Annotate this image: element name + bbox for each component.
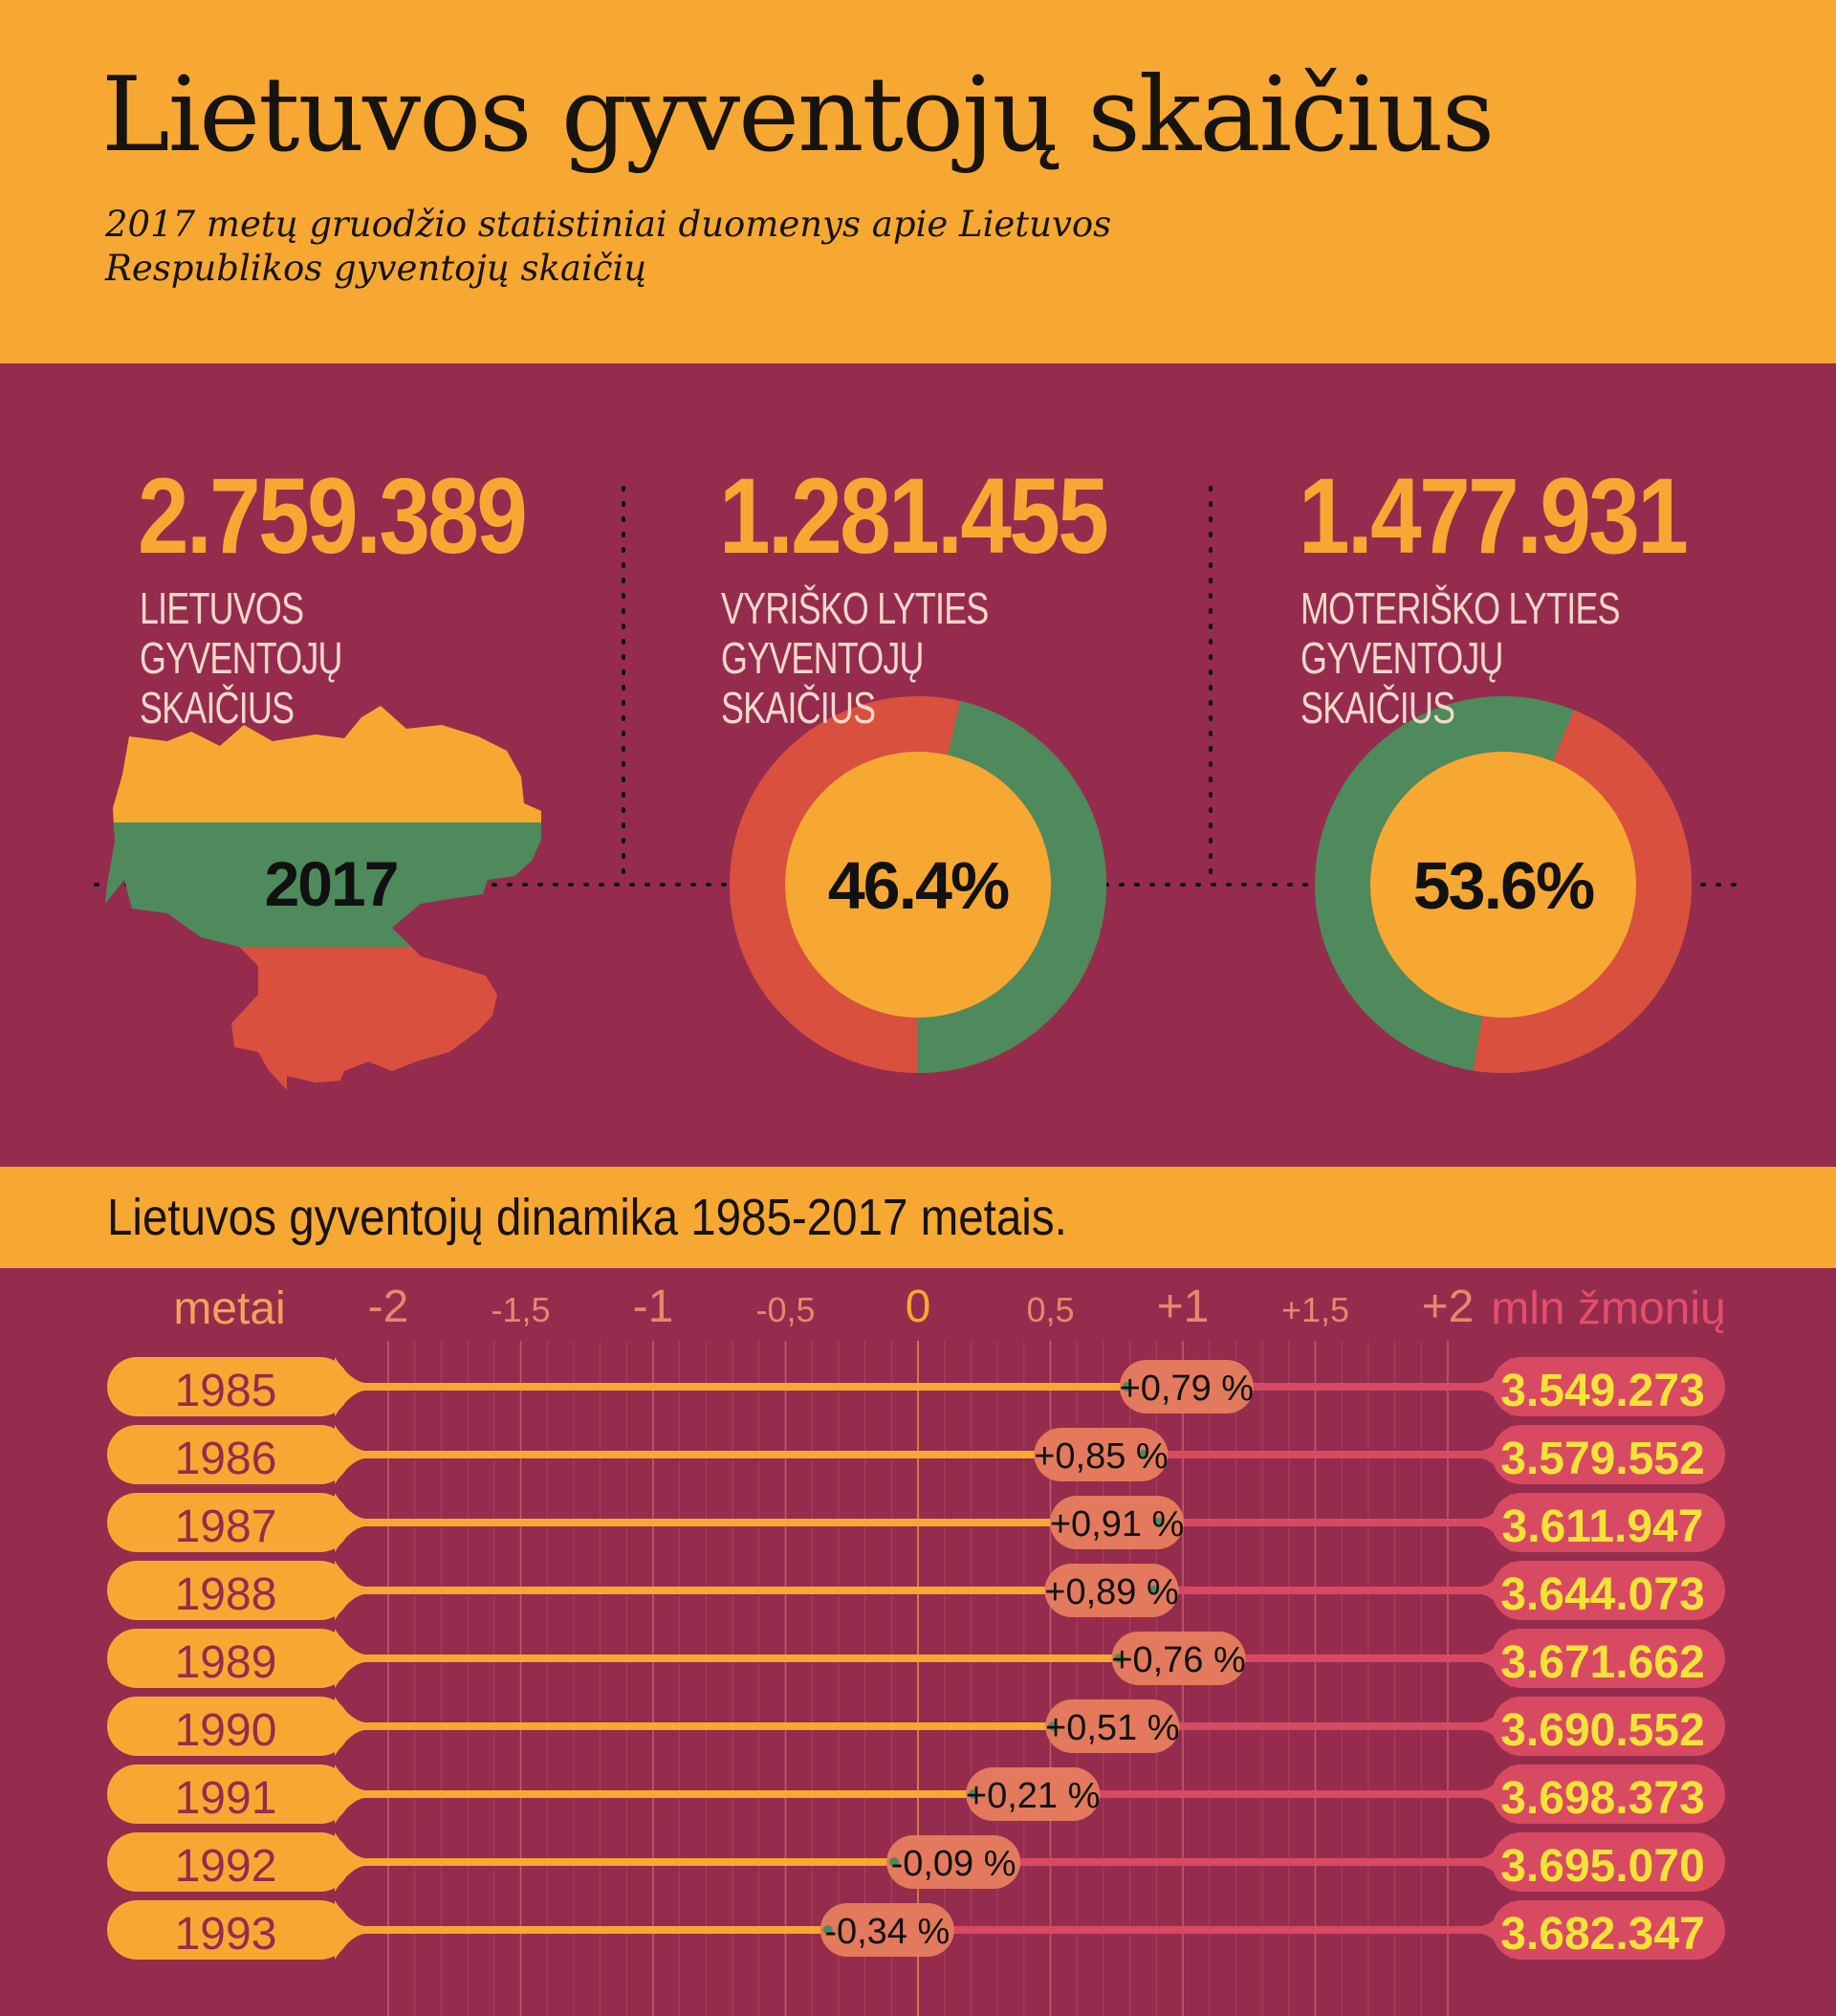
change-label: +0,76 % — [1111, 1640, 1246, 1680]
row-line-left — [335, 1790, 973, 1798]
total-population-label: LIETUVOS GYVENTOJŲ SKAIČIUS — [140, 583, 342, 733]
year-pill-tail — [335, 1697, 373, 1756]
change-label: +0,85 % — [1034, 1436, 1169, 1477]
year-label: 1990 — [174, 1705, 277, 1756]
row-line-left — [335, 1383, 1127, 1391]
row-line-right — [1154, 1587, 1492, 1594]
year-pill-tail — [335, 1629, 373, 1688]
change-label: +0,51 % — [1045, 1708, 1180, 1748]
tick-label: +1 — [1156, 1282, 1210, 1332]
row-line-left — [335, 1519, 1159, 1526]
female-population-value: 1.477.931 — [1299, 456, 1687, 576]
chart-row — [107, 1425, 1725, 1484]
year-label: 1993 — [174, 1909, 277, 1960]
female-percent-label: 53.6% — [1412, 848, 1594, 923]
year-label: 1989 — [174, 1637, 277, 1688]
tick-label: +1,5 — [1280, 1290, 1350, 1329]
tick-label: -1 — [632, 1282, 674, 1332]
chart-row — [107, 1900, 1725, 1960]
map-year-label: 2017 — [264, 848, 398, 919]
population-label: 3.579.552 — [1500, 1434, 1705, 1484]
year-pill-tail — [335, 1832, 373, 1892]
row-line-right — [1143, 1451, 1492, 1458]
chart-title-bar — [0, 1167, 1836, 1268]
population-label: 3.690.552 — [1500, 1705, 1705, 1756]
male-percent-label: 46.4% — [827, 848, 1009, 923]
chart-row — [107, 1561, 1725, 1620]
year-label: 1992 — [174, 1841, 277, 1892]
total-population-value: 2.759.389 — [138, 456, 526, 576]
tick-label: -1,5 — [491, 1290, 551, 1329]
tick-label: -2 — [367, 1282, 409, 1332]
year-pill-tail — [335, 1900, 373, 1960]
population-label: 3.671.662 — [1500, 1637, 1705, 1688]
year-pill-tail — [335, 1357, 373, 1416]
chart-title: Lietuvos gyventojų dinamika 1985-2017 metais. — [107, 1189, 1067, 1246]
year-label: 1991 — [174, 1773, 277, 1824]
year-label: 1986 — [174, 1434, 277, 1484]
row-line-left — [335, 1451, 1143, 1458]
female-population-label: MOTERIŠKO LYTIES GYVENTOJŲ SKAIČIUS — [1300, 583, 1620, 733]
change-label: +0,89 % — [1044, 1572, 1179, 1612]
change-label: -0,09 % — [890, 1844, 1016, 1884]
change-label: +0,91 % — [1049, 1504, 1185, 1545]
tick-label: -0,5 — [755, 1290, 816, 1329]
change-label: -0,34 % — [824, 1912, 951, 1952]
yaxis-label-mln: mln žmonių — [1491, 1283, 1726, 1334]
row-line-left — [335, 1654, 1120, 1662]
row-line-left — [335, 1858, 894, 1866]
male-population-value: 1.281.455 — [719, 456, 1107, 576]
year-label: 1985 — [174, 1366, 277, 1416]
row-line-left — [335, 1926, 828, 1934]
row-line-left — [335, 1587, 1154, 1594]
population-label: 3.644.073 — [1500, 1569, 1705, 1620]
population-dynamics-chart — [0, 1268, 1836, 2016]
chart-row — [107, 1629, 1725, 1688]
tick-label: 0,5 — [1026, 1290, 1075, 1329]
population-label: 3.682.347 — [1500, 1909, 1705, 1960]
change-label: +0,79 % — [1119, 1369, 1255, 1409]
year-pill-tail — [335, 1493, 373, 1552]
year-pill-tail — [335, 1561, 373, 1620]
page-subtitle: 2017 metų gruodžio statistiniai duomenys apie Lietuvos Respublikos gyventojų skaičių — [105, 204, 1112, 289]
tick-label: 0 — [905, 1282, 931, 1332]
year-pill-tail — [335, 1425, 373, 1484]
population-label: 3.549.273 — [1500, 1366, 1705, 1416]
tick-label: +2 — [1421, 1282, 1475, 1332]
chart-row — [107, 1697, 1725, 1756]
chart-row — [107, 1764, 1725, 1824]
chart-row — [107, 1493, 1725, 1552]
chart-ticks — [368, 1282, 1475, 1332]
population-label: 3.698.373 — [1500, 1773, 1705, 1824]
population-label: 3.695.070 — [1500, 1841, 1705, 1892]
female-donut-chart — [1294, 675, 1712, 1093]
year-label: 1987 — [174, 1501, 277, 1552]
stats-panel — [0, 363, 1836, 1167]
change-label: +0,21 % — [965, 1776, 1101, 1816]
chart-rows — [107, 1357, 1725, 1960]
row-line-right — [1159, 1519, 1492, 1526]
population-label: 3.611.947 — [1501, 1501, 1704, 1552]
male-population-label: VYRIŠKO LYTIES GYVENTOJŲ SKAIČIUS — [721, 583, 989, 733]
male-donut-chart — [726, 692, 1111, 1078]
row-line-left — [335, 1722, 1053, 1730]
header-banner — [0, 0, 1836, 363]
xaxis-label-metai: metai — [173, 1283, 286, 1334]
chart-row — [107, 1357, 1725, 1416]
year-label: 1988 — [174, 1569, 277, 1620]
year-pill-tail — [335, 1764, 373, 1824]
page-title: Lietuvos gyventojų skaičius — [101, 55, 1494, 175]
chart-row — [107, 1832, 1725, 1892]
